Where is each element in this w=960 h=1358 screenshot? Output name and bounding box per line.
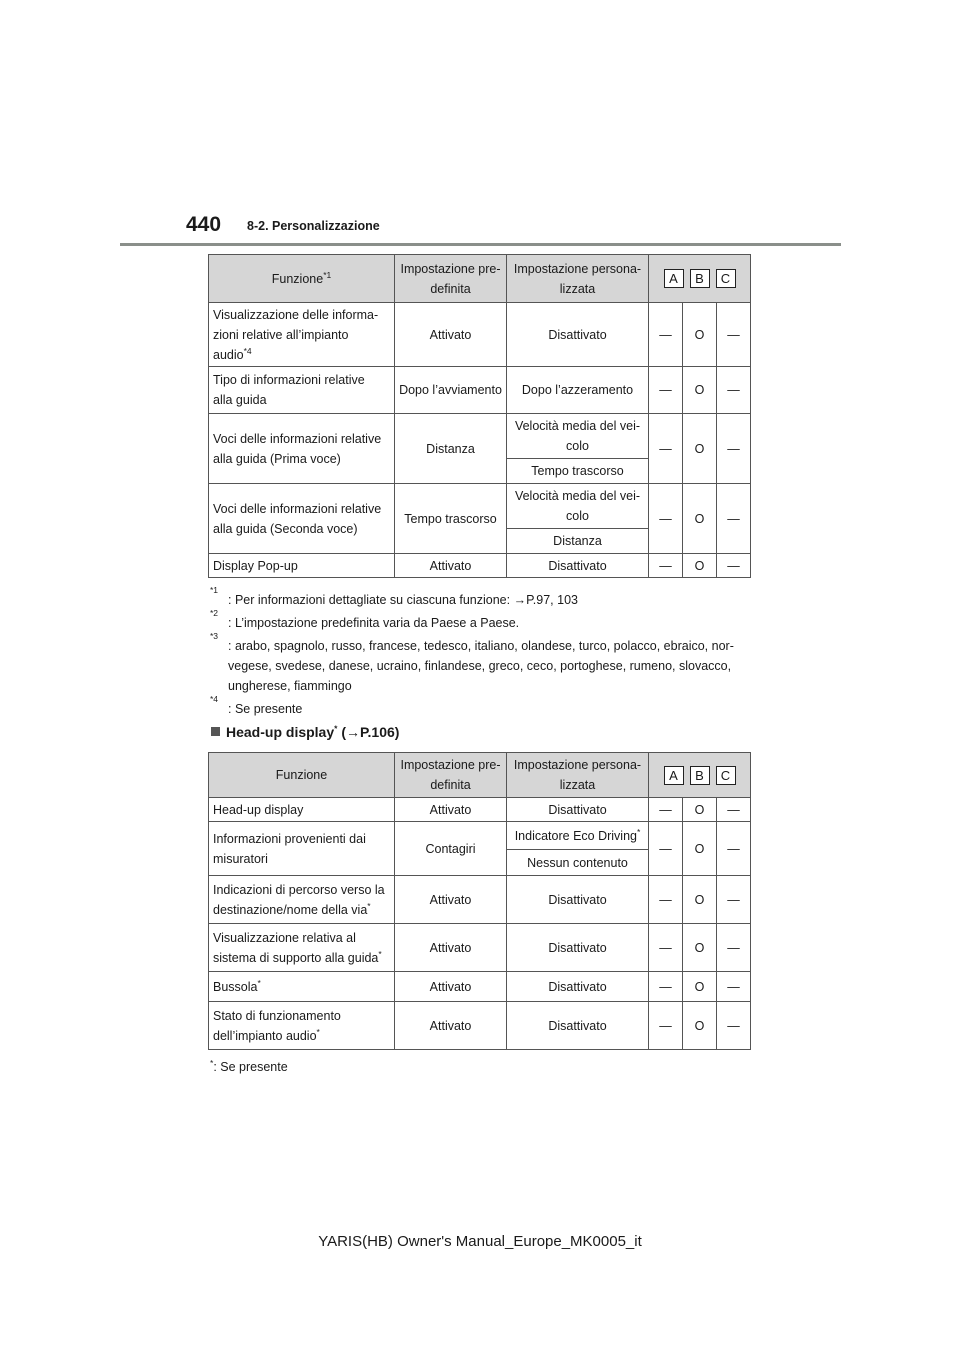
header-custom: Impostazione persona- lizzata (507, 255, 649, 303)
table-row: Informazioni provenienti dai misuratori Contagiri Indicatore Eco Driving* — O — (209, 822, 751, 850)
footnote: *2 : L’impostazione predefinita varia da Paese a Paese. (210, 608, 520, 630)
subheading-head-up-display: Head-up display* (→P.106) (211, 724, 399, 740)
box-c: C (716, 269, 736, 288)
table-row: Nessun contenuto (209, 850, 751, 876)
page-number: 440 (186, 213, 222, 236)
section-title: 8-2. Personalizzazione (247, 219, 380, 233)
table-row: Voci delle informazioni relative alla guida (Seconda voce) Tempo trascorso Velocità media del vei- colo — O — (209, 484, 751, 529)
footnotes (210, 585, 750, 722)
header-custom: Impostazione persona- lizzata (507, 753, 649, 798)
customization-table-1 (208, 254, 751, 578)
table-row: Visualizzazione delle informa- zioni relative all’impianto audio$^{*4}$ Attivato Disattivato — O — (209, 303, 751, 367)
footnote-2: *: Se presente (210, 1057, 288, 1074)
header-default: Impostazione pre- definita (395, 753, 507, 798)
square-bullet-icon (211, 727, 220, 736)
footnote: *3 : arabo, spagnolo, russo, francese, tedesco, italiano, olandese, turco, polacco, ebraico, nor- vegese, svedese, danese, ucraino, finlandese, greco, ceco, portoghese, rumeno, slovacco, ungherese, fiammingo (210, 631, 734, 693)
header-function: Funzione$^{*1}$ (209, 255, 395, 303)
table-row: Indicazioni di percorso verso la destinazione/nome della via* Attivato Disattivato — O — (209, 876, 751, 924)
table-row: Head-up display Attivato Disattivato — O — (209, 798, 751, 822)
table-row: Voci delle informazioni relative alla guida (Prima voce) Distanza Velocità media del vei- colo — O — (209, 414, 751, 459)
table-header-row (209, 753, 751, 798)
table-row: Tempo trascorso (209, 459, 751, 484)
table-row: Distanza (209, 529, 751, 554)
header-rule (120, 243, 841, 246)
table-row: Stato di funzionamento dell’impianto audio* Attivato Disattivato — O — (209, 1002, 751, 1050)
table-row: Visualizzazione relativa al sistema di supporto alla guida* Attivato Disattivato — O — (209, 924, 751, 972)
header-function: Funzione (209, 753, 395, 798)
footer-manual-id: YARIS(HB) Owner's Manual_Europe_MK0005_it (318, 1233, 642, 1250)
box-c: C (716, 766, 736, 785)
footnote: *4 : Se presente (210, 694, 303, 716)
footnote: *1 : Per informazioni dettagliate su ciascuna funzione: →P.97, 103 (210, 585, 578, 607)
customization-table-2 (208, 752, 751, 1050)
table-row: Display Pop-up Attivato Disattivato — O — (209, 554, 751, 578)
box-a: A (664, 269, 684, 288)
header-abc (649, 753, 751, 798)
box-b: B (690, 269, 710, 288)
table-header-row (209, 255, 751, 303)
table-row: Tipo di informazioni relative alla guida Dopo l’avviamento Dopo l’azzeramento — O — (209, 367, 751, 414)
table-row: Bussola* Attivato Disattivato — O — (209, 972, 751, 1002)
header-abc (649, 255, 751, 303)
header-default: Impostazione pre- definita (395, 255, 507, 303)
box-a: A (664, 766, 684, 785)
box-b: B (690, 766, 710, 785)
